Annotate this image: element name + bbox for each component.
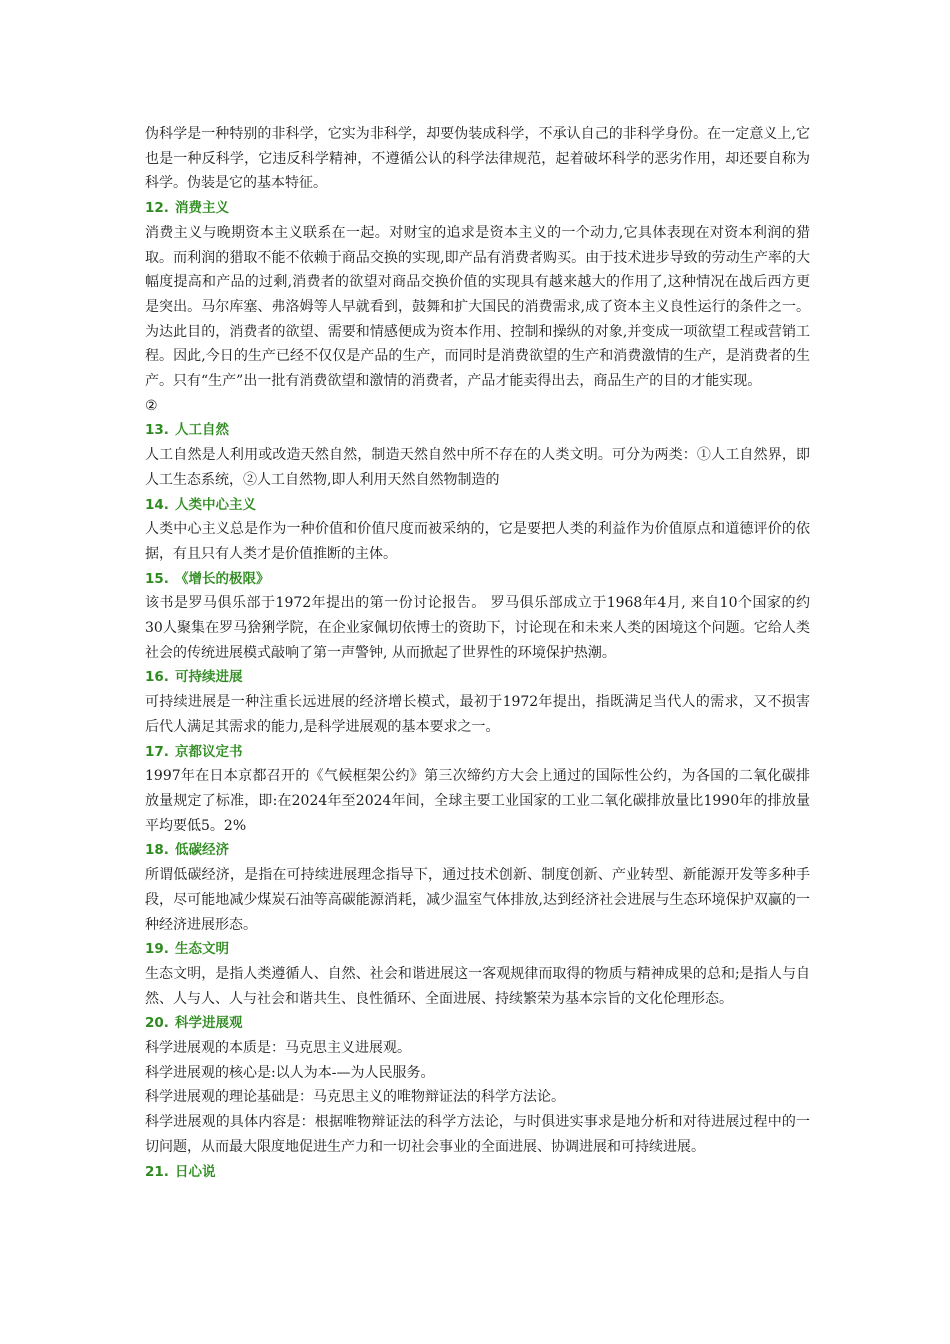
section-number: 13. <box>145 422 169 439</box>
section-title: 人工自然 <box>175 422 229 439</box>
section-paragraph: 人类中心主义总是作为一种价值和价值尺度而被采纳的，它是要把人类的利益作为价值原点和道德评价的依据，有且只有人类才是价值推断的主体。 <box>145 521 810 562</box>
section-paragraph: 科学进展观的理论基础是：马克思主义的唯物辩证法的科学方法论。 <box>145 1089 565 1106</box>
section-heading-17 <box>145 740 810 765</box>
section-heading-20 <box>145 1011 810 1036</box>
section-paragraph: 生态文明，是指人类遵循人、自然、社会和谐进展这一客观规律而取得的物质与精神成果的总和;是指人与自然、人与人、人与社会和谐共生、良性循环、全面进展、持续繁荣为基本宗旨的文化伦理形态。 <box>145 965 810 1007</box>
section-heading-18 <box>145 838 810 863</box>
section-paragraph: 人工自然是人利用或改造天然自然，制造天然自然中所不存在的人类文明。可分为两类：①人工自然界，即人工生态系统，②人工自然物,即人利用天然自然物制造的 <box>145 447 810 488</box>
section-title: 科学进展观 <box>175 1015 243 1032</box>
section-number: 16. <box>145 669 169 686</box>
section-paragraph: 科学进展观的本质是：马克思主义进展观。 <box>145 1040 411 1057</box>
section-paragraph: 科学进展观的核心是:以人为本-—为人民服务。 <box>145 1064 435 1081</box>
section-heading-14 <box>145 493 810 518</box>
section-paragraph: 所谓低碳经济，是指在可持续进展理念指导下，通过技术创新、制度创新、产业转型、新能源开发等多种手段，尽可能地减少煤炭石油等高碳能源消耗，减少温室气体排放,达到经济社会进展与生态环境保护双赢的一种经济进展形态。 <box>145 867 810 933</box>
section-title: 日心说 <box>175 1163 216 1180</box>
section-title: 低碳经济 <box>175 842 229 859</box>
section-paragraph: 1997年在日本京都召开的《气候框架公约》第三次缔约方大会上通过的国际性公约，为各国的二氧化碳排放量规定了标准，即:在2024年至2024年间，全球主要工业国家的工业二氧化碳排放量比1990年的排放量平均要低5。2% <box>145 768 810 834</box>
section-title: 京都议定书 <box>175 743 243 760</box>
intro-paragraph: 伪科学是一种特别的非科学，它实为非科学，却要伪装成科学，不承认自己的非科学身份。在一定意义上,它也是一种反科学，它违反科学精神，不遵循公认的科学法律规范，起着破坏科学的恶劣作用，却还要自称为科学。伪装是它的基本特征。 <box>145 126 810 192</box>
document-page <box>145 122 810 1184</box>
section-heading-21 <box>145 1160 810 1185</box>
section-title: 《增长的极限》 <box>175 570 270 587</box>
section-number: 20. <box>145 1015 169 1032</box>
section-title: 消费主义 <box>175 200 229 217</box>
section-title: 可持续进展 <box>175 669 243 686</box>
section-number: 12. <box>145 200 169 217</box>
section-number: 21. <box>145 1163 169 1180</box>
section-number: 15. <box>145 570 169 587</box>
section-title: 人类中心主义 <box>175 496 256 513</box>
section-paragraph: 科学进展观的具体内容是：根据唯物辩证法的科学方法论，与时俱进实事求是地分析和对待进展过程中的一切问题，从而最大限度地促进生产力和一切社会事业的全面进展、协调进展和可持续进展。 <box>145 1114 810 1155</box>
section-heading-15 <box>145 567 810 592</box>
section-heading-19 <box>145 937 810 962</box>
section-number: 19. <box>145 941 169 958</box>
section-number: 18. <box>145 842 169 859</box>
section-heading-13 <box>145 418 810 443</box>
section-heading-12 <box>145 196 810 221</box>
section-number: 14. <box>145 496 169 513</box>
section-paragraph: 消费主义与晚期资本主义联系在一起。对财宝的追求是资本主义的一个动力,它具体表现在对资本利润的猎取。而利润的猎取不能不依赖于商品交换的实现,即产品有消费者购买。由于技术进步导致的劳动生产率的大幅度提高和产品的过剩,消费者的欲望对商品交换价值的实现具有越来越大的作用了,这种情况在战后西方更是突出。马尔库塞、弗洛姆等人早就看到，鼓舞和扩大国民的消费需求,成了资本主义良性运行的条件之一。为达此目的，消费者的欲望、需要和情感便成为资本作用、控制和操纵的对象,并变成一项欲望工程或营销工程。因此,今日的生产已经不仅仅是产品的生产，而同时是消费欲望的生产和消费激情的生产，是消费者的生产。只有“生产”出一批有消费欲望和激情的消费者，产品才能卖得出去，商品生产的目的才能实现。 <box>145 224 810 390</box>
section-paragraph: ② <box>145 397 158 414</box>
section-paragraph: 该书是罗马俱乐部于1972年提出的第一份讨论报告。 罗马俱乐部成立于1968年4月, 来自10个国家的约 30人聚集在罗马猞猁学院，在企业家佩切依博士的资助下，讨论现在和未来人类的困境这个问题。它给人类社会的传统进展模式敲响了第一声警钟, 从而掀起了世界性的环境保护热潮。 <box>145 595 810 661</box>
section-number: 17. <box>145 743 169 760</box>
section-title: 生态文明 <box>175 941 229 958</box>
section-heading-16 <box>145 665 810 690</box>
section-paragraph: 可持续进展是一种注重长远进展的经济增长模式，最初于1972年提出，指既满足当代人的需求，又不损害后代人满足其需求的能力,是科学进展观的基本要求之一。 <box>145 694 810 735</box>
